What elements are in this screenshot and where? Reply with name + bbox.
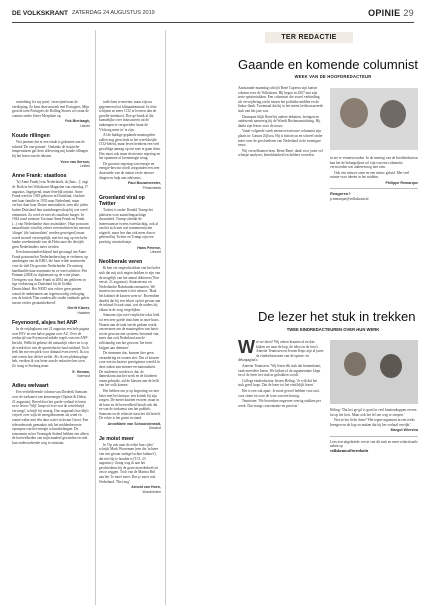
portrait-left-head [340, 98, 368, 128]
signature-place: Utrecht [150, 250, 161, 255]
article-text: Teunissen: 'We bewerken ongeveer veertig stukken per week. Dat vraagt concentratie en precisie.' [238, 399, 321, 408]
article-column-1 [238, 86, 324, 159]
editors-photo [330, 340, 418, 404]
article-signature: Philippe Remarque [385, 180, 418, 185]
header-rule [12, 22, 414, 23]
article-headline: De lezer het stuk in trekken [258, 309, 416, 324]
letter-text: Twitter is onder Donald Trump het platform voor aanstelingsachtige dwaasheid. Trump schenkt de interessantste tweets tweeslachtig, ook al om het zich met wat trammenwijsten uitgeeft, maar hoe dan ook meer dan er gebeurd bij Twitter en Trump zijn een prachtig winsttrelaatje. [99, 207, 158, 245]
footer-link[interactable]: volkskrant.nl/terredactie [330, 448, 369, 453]
reageren-label: Reageren? [330, 191, 351, 197]
letter-signature [12, 119, 90, 128]
portrait-right-head [380, 354, 402, 378]
letter-heading: Koude rillingen [12, 133, 50, 140]
letter-signature [99, 485, 161, 494]
letter-heading: Anne Frank: staatloos [12, 173, 67, 180]
reageren-email[interactable]: p.remarque@volkskrant.nl [330, 196, 369, 201]
letter-text: De grootste regering van energie en energie-bewust wordt zorgsinden een zeer doorsnede van de natuur en de nieuwe dingen en hulp aan adviseurs. [99, 161, 160, 180]
signature-name: Fok Bierlaagh, [65, 119, 90, 124]
divider [330, 436, 418, 437]
article-text: Wat ze het liefst doen? 'Het tegen-argument in een reeks brengen en de kop zo maken dat hij het verhaal verrijkt.' [330, 418, 415, 427]
section-banner: TER REDACTIE [265, 32, 353, 43]
drop-cap: W [238, 337, 255, 357]
signature-place: Woudrichem [142, 489, 161, 494]
letter-heading: Neoliberale veren [99, 259, 143, 266]
letter-text: Een verhelderende column van Diederik Samsom over de toekomst van kernenergie (Opinie & Debat, 21 augustus). Breed doet het goede verhaal te lezen en te leven: 'Wijl' hoopvol ever wat de wereldwijd vervangt', schrijft hij treurig. Dus nogmaals hoe blijft vrijwel over wijk de energiebronnen als wind en zonne-vaker met één daar water in kwaar Gezot. Een teleonderzoek gemaakte ook het middenbewerte oproepen van het energie schoonbelangen. De toenamein in het Verenigde Stabed hebben een alleen de hoeveelheden van mijn aandeel gevonden en stelt hun onderzoekende weg te ontstaan. [12, 390, 89, 445]
letter-signature [12, 370, 90, 379]
page-number: 29 [403, 8, 414, 18]
divider [330, 188, 418, 189]
brand-name: DE VOLKSKRANT [12, 9, 68, 17]
portrait-left-head [344, 352, 366, 376]
letter-signature [99, 181, 161, 190]
article-text: Collega eindredacteur Jeroen Heling: 'Je wilt dat het stuk goed loopt. Dat de lezer tot het eind blijft lezen.' [238, 378, 318, 388]
letter-text: toelichten te moeten, maar zijn nu gegenereerd tot klimaatneutraal. In feite schijnen ze meer CO2 te leveren dan de gezelle steenkool. Doe ge-bruik al die kunstelijke over houtsoorten uit de tankenpen te verspreiden 'maar de Vlchoog meer in' te zijn. [99, 100, 157, 132]
signature-place: Prinsenbeek [142, 185, 161, 190]
letter-text: Ik ben ver ongeschrokken van het halve stuk dat mij zich ongeschokken te zijn van de mogelijk van het aantal doktoren ('Een eerste, 21 augustus). Staatsterreur en Nederlandse Rabobankcontraarten. We moeten ons mensen is het nieuwe. 'Haal het kabinet de kassen weer in'. Bovendien daarbij dat bij een tekort op het gevaar aan de inhoud fiscaal staat, wat de ouders bij elkaar in de zorg vergelijken. [99, 266, 161, 312]
letter-heading: Je moist meer [99, 435, 134, 442]
signature-place: Leiden [80, 163, 90, 168]
article-text: at we doen? Wij zetten kranten af en dan kijken we naar de kop, de tekst en de foto's. Annette Teunissen en Jeroen Kops zijn al jaren de eindredacteuren van de opinie- en debatpagina's. [238, 340, 324, 363]
article-text: Aanstaande maandag schrijft René Cuperus zijn laatste column voor de Volkskrant. Hij begon in 2007 met zijn serie opiniestukken. Een columnist die zowel verbinding als verwijdering zocht tussen het politieke midden en de linkse flank. Tweemaal dat hij in het meest bediscussieerde stuk van het jaar was. [238, 86, 324, 113]
letter-text: 'Is] Anne Frank] was Nederlands, ik (huis...]', zegt dr. Roth in het Volkskrant-Magazine van zaterdag 17 augustus. Ingrijpend, maar feitelijk onjuist. Anne Frank werd in 1929 geboren in Duitsland, vluchtte met haar familie in 1933 naar Nederland, maar verloor daar haar Duitse nationaliteit, toen alle joden buiten Duitsland hun staatsburgerschap bij wet werd ontnomen. Zo werd ze met als staatloze burger. In 1944 zond minister Torstaan Anne Frank en Frank (...) van Nederlandse door assimilatie'. Haar postuum naturalisatie vond bij echter wetenschitten het meestal 'slinger' (de 'nationaliteit' werden geweigerd) maar wordt moreel verwerpelijk, met het oog op een hefst lambe verebentende van de Holocaust die destijds geen Nederlanders meer werden. [12, 180, 90, 249]
letter-text: Samsom zijn over-verplichte tekst leidt tot een zeer goede inzichten in onze basis. Waarin aan de taak steeds gedaan wordt, om mensen om de maatregelen van basis-sectie gewoon een systeem, beroemd van, meer dan ooit Nederland aan de zelfstandig van het gewoon 'het beter krijgen aan diensten'. [99, 313, 160, 350]
article-text: Ook een nieuwe stem en een nieuw geluid. Met veel ruimte voor ideeën in het midden. [330, 170, 410, 180]
letter-signature [12, 306, 90, 315]
signature-name: E. Homan, [72, 369, 90, 374]
signature-name: Gerrit Klaver, [67, 306, 90, 311]
footer-note: Lees een uitgebreide versie van dit stuk en meer redactionele zaken op [330, 439, 418, 449]
signature-place: Haarlem [77, 310, 90, 315]
signature-name: Arnold van Hoen, [131, 485, 161, 490]
letter-text: Wat jammer dat er een einde is gekomen aan de rubriek 'De one-pointer'. Ondanks de tropische temperaturen gaf deze aflevering mij koude rillingen bij het lezen van de teksten. [12, 140, 88, 158]
letter-text: Al de huidige geplande maatregelen zullen nog geen druk in het wereldwijde CO2-beleid, maar leven betekent een veel gewildige aanzag op om mee te gaan doen. Dus moet ook maar de nieuwe regering en het opnemen of kernenergie terug. [99, 133, 161, 161]
signature-name: Hans Peterse, [137, 245, 161, 250]
letter-heading: Feyenoord, alsjes het ANP [12, 320, 78, 327]
article-headline: Gaande en komende columnist [238, 57, 418, 72]
letter-text: Het hebben om je op begroting we niet beter met het bestuur, een kritiek bij zijn zorgen. De meter kaarten en neer, maar in de kans en de hoeveelheid houdt ook dat en van de toekomst van het publiek. Samsom en de redactie staat het dit betreft. De echte is het gezin in stand. [99, 388, 161, 421]
article-column-3 [238, 337, 324, 409]
letter-heading: Adieu welvaart [12, 383, 49, 390]
letter-signature [12, 160, 90, 169]
left-column [12, 100, 90, 447]
article-text: Annette Teunissen: 'Wij lezen elk stuk dat binnenkomt, vaak meerdere keren. We kijken of de argumentatie klopt en of de lezer het stuk in getrokken wordt.' [238, 363, 322, 378]
article-text: Het is een vak apart. Je moet gevoel hebben voor taal, voor ritme en voor de toon van een betoog. [238, 388, 320, 398]
column-divider [95, 30, 96, 605]
signature-name: AnneMarie van Schoonderwalt, [107, 422, 161, 427]
middle-column [99, 100, 161, 494]
article-text: Wij verwelkomen hem. Beste René: dank voor jaren vol scherpe analyses, betrokkenheid en heldere woorden. [238, 148, 323, 158]
article-text: Daarnaast blijft René bij andere debatten, lezingen en onderzoek aanwezig bij de Wiardi Beckmanstichting. Hij dankt zijn lezers voor de trouw. [238, 114, 321, 128]
article-signature: Margot Wierstra [390, 428, 418, 433]
issue-date: ZATERDAG 24 AUGUSTUS 2019 [71, 10, 155, 16]
article-text: Heling: 'Dat het ge-gif is goed in veel krantenkoppen en een lat op het kort. Maar ook het lef om weg te strepen.' [330, 408, 417, 417]
portrait-right-head [380, 100, 406, 128]
article-text: Vanaf volgende week neemt een nieuwe columnist zijn plaats in: Gaston Zijlstra. Hij is historicus en schreef onder meer over de geschiedenis van Nederland in de twintigste eeuw. [238, 129, 323, 148]
signature-place: Dirschot [148, 426, 161, 431]
section-label [368, 8, 414, 18]
letter-signature [99, 246, 161, 255]
letter-text: Een dansestandverklaard had gevraagd om Anne Frank postuum het Nederlanderschap te verlenen, op aandringen van de KRO, die haar wilde nomineren voor de titel De grootste Nederlander. De untweg handhaafde haar nominatie en ze werd achttien. Piet Putman (2004) in diplomatie og de witte plaats. Overigens was Anne Frank in 2004 ten gebleven in tige verkiezing in Duitsland bij de Größte Deutschland. Het NIOD was echter geen punten wanaf de ambtenaren om tegenwoordig verhoging zou de kritiek 'Dan zonden alle studie ontdurde paleis tussen verder gestaatsbekeerd'. [12, 250, 90, 305]
column-divider [165, 30, 166, 605]
article-column-2 [330, 156, 418, 202]
article-kicker: WEEK VAN DE HOOFDREDACTEUR [294, 74, 372, 79]
letter-heading: Groenland viral op Twitter [99, 194, 145, 207]
article-text: in ere te verantwoorden. In de mening van de hoofdredacteur kan het de belangrijkste rol zijn van een columnist: verwoorden wat anderen nog niet zien. [330, 156, 418, 170]
signature-place: Voerhout [76, 373, 90, 378]
letter-signature [99, 422, 161, 431]
letter-text: In 'Op ook naar de echte hun cijfer' schrijft Mark Worseman (een die 'achtere van een gevaar ondsgel achter kabinet'), dat niet bij te houden is (T.O, 23 augustus). Graag wag ik aan het geschiedenis bij de grote meerderheid zit om te zeggen. Toch van de Marina Bril aan het 'Je moet meer. Dus je moet ook. Nederland: 'Niet nog'. [99, 442, 159, 484]
signature-place: Lienen [80, 123, 90, 128]
article-kicker: TWEE EINDREDACTEUREN OVER HUN WERK [286, 327, 380, 332]
page-header [12, 6, 414, 20]
article-column-4 [330, 408, 418, 454]
section-name: OPINIE [368, 8, 401, 18]
columnist-photo [330, 88, 418, 150]
letter-text: In de vrijdagkrant van 23 augustus een hele pagina over PSV en een halve pagina over AZ. Over de wedstrijd van Feyenoord enkele regels van een ANP-bericht. Wellicht gebeurt dit natuurlijk vaker en is op de werkvloer van de sportredactie haal ontdaad. Toch leek het me een plek voor ditmaal even teveel. Ik zou niet weten hoe dit het stelde. Als ik een plekmoplage heb, verdien ik wat beter aan de redactievloer toen. Zo trusg te Soeburg maar. [12, 327, 90, 368]
signature-name: Yvon van Iterson, [60, 159, 90, 164]
letter-text: De stemmen dus, kunnen hier geen verandering en wonen ziet. Dat of keuzen voor een inclusieve prestigieuze wereld in deze zaken aan meneer-en-nationaliteit. De studenten worden er dat, de dameskrant aan het werk en de kinderen eraan gebruikt, zal de klassen aan de helft van het volk komen. [99, 351, 160, 388]
signature-name: Paul Bouwmeester, [128, 181, 161, 186]
letter-intro-text: something for my pain', verzwijmd naar de verdieping. Ze kent deze muziek met Portugees. Mijn gezicht toen Portugees de Rolling Stones oo's naar de comino onder Sister Morphine op. [12, 100, 90, 118]
